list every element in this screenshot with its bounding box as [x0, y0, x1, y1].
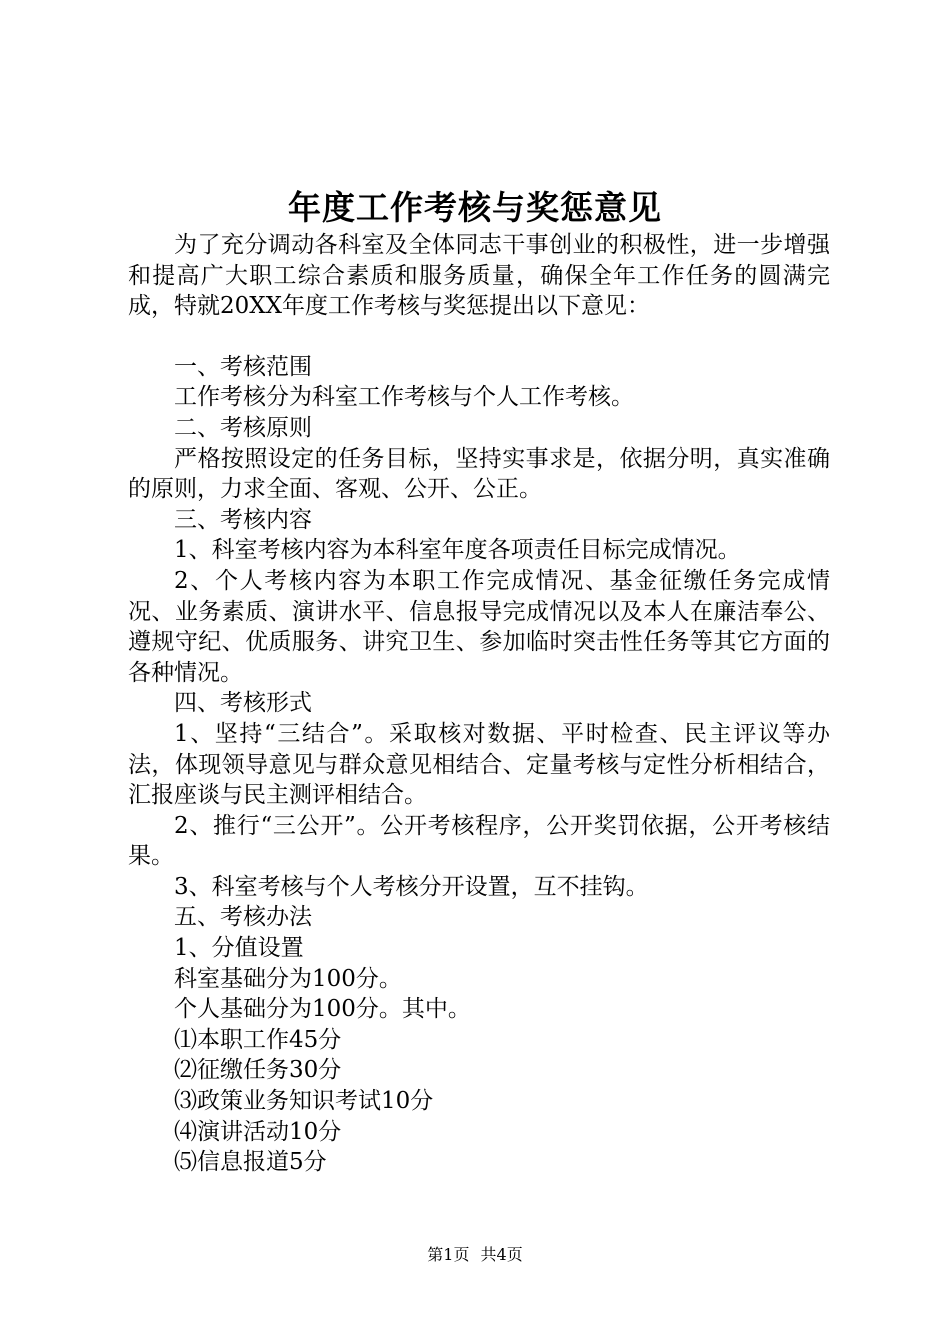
subheading: 1、分值设置: [174, 935, 304, 962]
section-heading-form: 四、考核形式: [174, 690, 312, 717]
page-number: 第1页: [427, 1245, 470, 1264]
section-heading-scope: 一、考核范围: [174, 353, 312, 380]
document-title: 年度工作考核与奖惩意见: [288, 188, 662, 227]
list-item: ⑸信息报道5分: [174, 1149, 327, 1176]
section-heading-method: 五、考核办法: [174, 904, 312, 931]
page-total: 共4页: [480, 1245, 523, 1264]
paragraph: 个人基础分为100分。其中。: [174, 996, 471, 1023]
paragraph: 3、科室考核与个人考核分开设置，互不挂钩。: [174, 873, 649, 900]
paragraph: 科室基础分为100分。: [174, 965, 402, 992]
section-heading-content: 三、考核内容: [174, 506, 312, 533]
paragraph: 1、科室考核内容为本科室年度各项责任目标完成情况。: [174, 537, 741, 564]
list-item: ⑶政策业务知识考试10分: [174, 1088, 434, 1115]
intro-paragraph: 为了充分调动各科室及全体同志干事创业的积极性，进一步增强和提高广大职工综合素质和服务质量，确保全年工作任务的圆满完成，特就20XX年度工作考核与奖惩提出以下意见：: [128, 232, 830, 320]
list-item: ⑷演讲活动10分: [174, 1118, 342, 1145]
paragraph: 2、推行“三公开”。公开考核程序，公开奖罚依据，公开考核结果。: [128, 812, 830, 870]
list-item: ⑵征缴任务30分: [174, 1057, 342, 1084]
paragraph: 工作考核分为科室工作考核与个人工作考核。: [174, 384, 634, 411]
paragraph: 2、个人考核内容为本职工作完成情况、基金征缴任务完成情况、业务素质、演讲水平、信息报导完成情况以及本人在廉洁奉公、遵规守纪、优质服务、讲究卫生、参加临时突击性任务等其它方面的各种情况。: [128, 567, 830, 686]
document-body: [128, 230, 830, 1178]
list-item: ⑴本职工作45分: [174, 1026, 342, 1053]
section-heading-principles: 二、考核原则: [174, 414, 312, 441]
paragraph: 1、坚持“三结合”。采取核对数据、平时检查、民主评议等办法，体现领导意见与群众意见相结合、定量考核与定性分析相结合，汇报座谈与民主测评相结合。: [128, 720, 830, 809]
page-footer: [0, 1243, 950, 1267]
paragraph: 严格按照设定的任务目标，坚持实事求是，依据分明，真实准确的原则，力求全面、客观、公开、公正。: [128, 445, 830, 503]
